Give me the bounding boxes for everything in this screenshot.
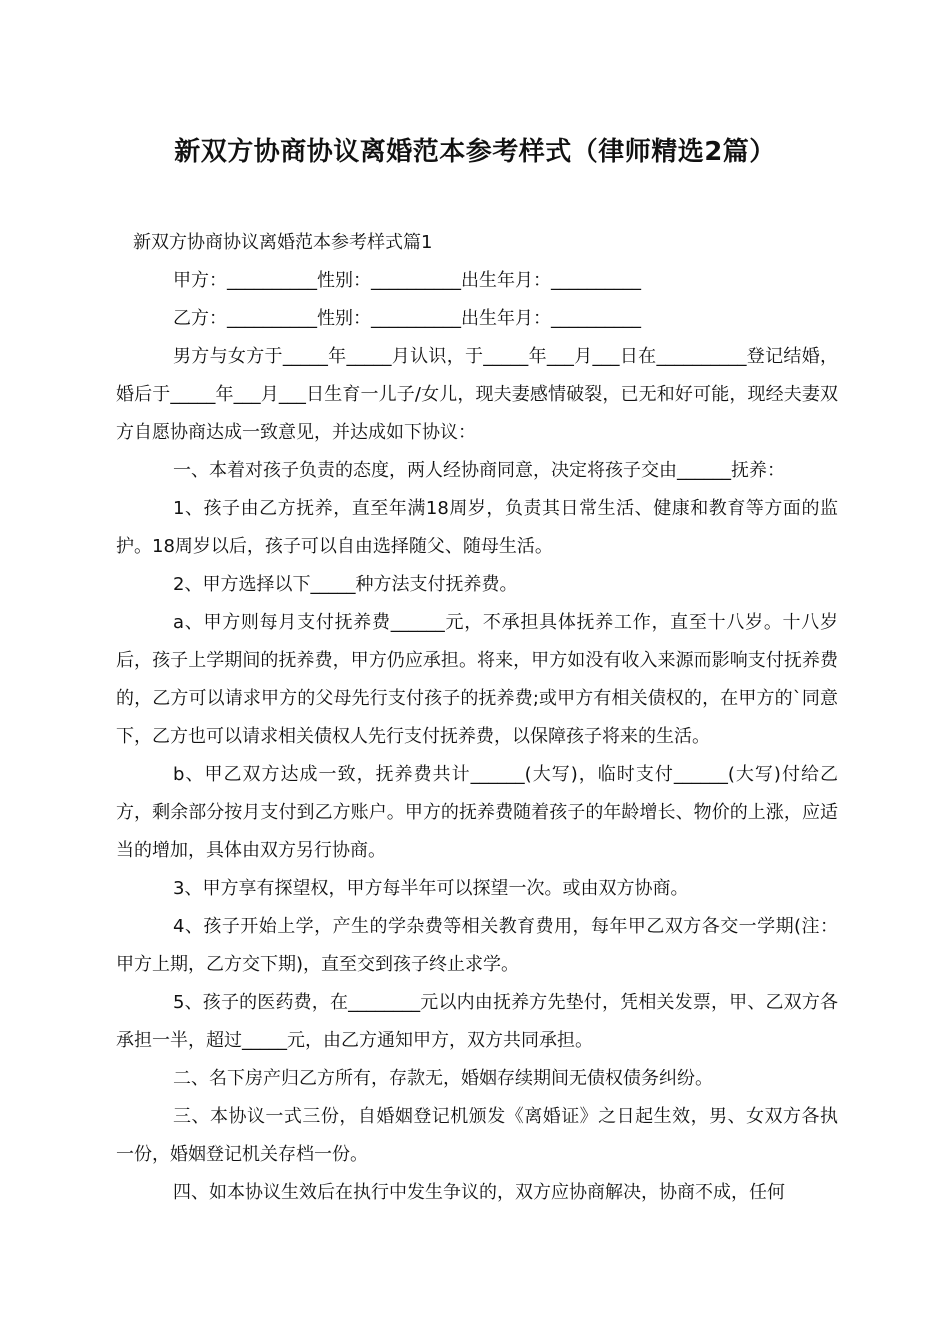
paragraph-clause-1: 一、本着对孩子负责的态度，两人经协商同意，决定将孩子交由______抚养： xyxy=(173,460,785,481)
section-heading: 新双方协商协议离婚范本参考样式篇1 xyxy=(133,232,433,253)
paragraph-clause-1-1: 1、孩子由乙方抚养，直至年满18周岁，负责其日常生活、健康和教育等方面的监护。18周岁以后，孩子可以自由选择随父、随母生活。 xyxy=(116,498,838,557)
paragraph-clause-1-2: 2、甲方选择以下_____种方法支付抚养费。 xyxy=(173,574,518,595)
paragraph-clause-2: 二、名下房产归乙方所有，存款无，婚姻存续期间无债权债务纠纷。 xyxy=(173,1068,713,1089)
paragraph-clause-1-3: 3、甲方享有探望权，甲方每半年可以探望一次。或由双方协商。 xyxy=(173,878,689,899)
paragraph-party-b: 乙方：__________性别：__________出生年月：__________ xyxy=(173,308,641,329)
paragraph-party-a: 甲方：__________性别：__________出生年月：__________ xyxy=(173,270,641,291)
paragraph-clause-1-2-a: a、甲方则每月支付抚养费______元，不承担具体抚养工作，直至十八岁。十八岁后，孩子上学期间的抚养费，甲方仍应承担。将来，甲方如没有收入来源而影响支付抚养费的，乙方可以请求甲方的父母先行支付孩子的抚养费;或甲方有相关债权的，在甲方的`同意下，乙方也可以请求相关债权人先行支付抚养费，以保障孩子将来的生活。 xyxy=(116,612,838,747)
paragraph-clause-1-4: 4、孩子开始上学，产生的学杂费等相关教育费用，每年甲乙双方各交一学期(注：甲方上期，乙方交下期)，直至交到孩子终止求学。 xyxy=(116,916,838,975)
paragraph-clause-3: 三、本协议一式三份，自婚姻登记机颁发《离婚证》之日起生效，男、女双方各执一份，婚姻登记机关存档一份。 xyxy=(116,1106,838,1165)
document-body xyxy=(116,224,838,1212)
paragraph-clause-4: 四、如本协议生效后在执行中发生争议的，双方应协商解决，协商不成，任何 xyxy=(173,1182,785,1203)
document-title: 新双方协商协议离婚范本参考样式（律师精选2篇） xyxy=(174,137,776,167)
paragraph-clause-1-5: 5、孩子的医药费，在________元以内由抚养方先垫付，凭相关发票，甲、乙双方各承担一半，超过_____元，由乙方通知甲方，双方共同承担。 xyxy=(116,992,838,1051)
paragraph-clause-1-2-b: b、甲乙双方达成一致，抚养费共计______(大写)，临时支付______(大写)付给乙方，剩余部分按月支付到乙方账户。甲方的抚养费随着孩子的年龄增长、物价的上涨，应适当的增加，具体由双方另行协商。 xyxy=(116,764,838,861)
paragraph-intro: 男方与女方于_____年_____月认识，于_____年___月___日在__________登记结婚，婚后于_____年___月___日生育一儿子/女儿，现夫妻感情破裂，已无和好可能，现经夫妻双方自愿协商达成一致意见，并达成如下协议： xyxy=(116,346,838,443)
